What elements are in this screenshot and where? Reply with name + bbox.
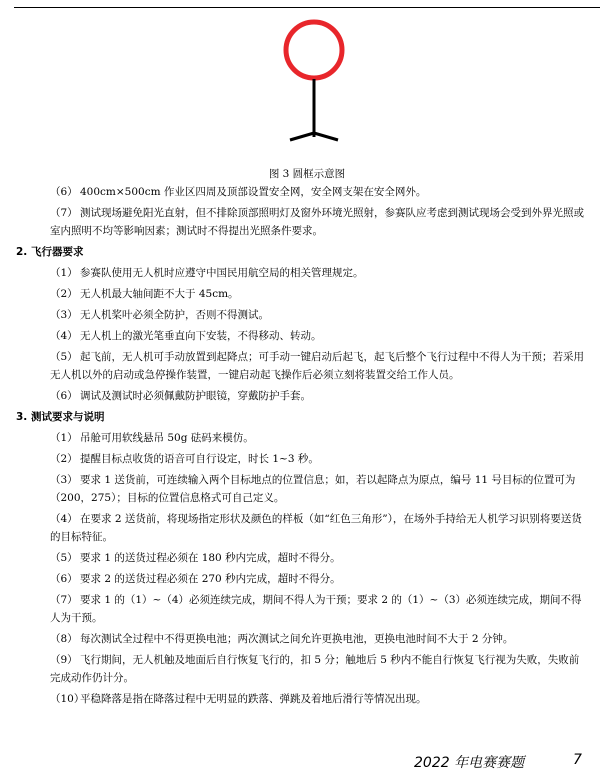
item-text: 参赛队使用无人机时应遵守中国民用航空局的相关管理规定。 — [80, 267, 364, 279]
item-text: 平稳降落是指在降落过程中无明显的跌落、弹跳及着地后滑行等情况出现。 — [80, 693, 427, 705]
list-item — [0, 429, 614, 447]
item-number: （6） — [50, 573, 78, 585]
item-text: 吊舱可用软线悬吊 50g 砝码来模仿。 — [80, 432, 254, 444]
list-item — [0, 264, 614, 282]
item-number: （9） — [50, 654, 78, 666]
base-leg-right — [314, 133, 338, 140]
page-footer — [0, 752, 614, 774]
list-item — [0, 183, 614, 201]
item-number: （10） — [50, 693, 85, 705]
section-heading-aircraft: 2. 飞行器要求 — [16, 246, 84, 258]
item-number: （1） — [50, 267, 78, 279]
circle-frame-diagram — [278, 16, 348, 144]
list-item — [0, 570, 614, 588]
list-item — [0, 327, 614, 345]
item-text: 提醒目标点收货的语音可自行设定，时长 1~3 秒。 — [80, 453, 319, 465]
list-item — [0, 471, 614, 507]
item-text: 在要求 2 送货前，将现场指定形状及颜色的样板（如“红色三角形”），在场外手持给无人机学习识别将要送货的目标特征。 — [50, 513, 582, 543]
item-text: 每次测试全过程中不得更换电池；两次测试之间允许更换电池，更换电池时间不大于 2 分钟。 — [80, 633, 514, 645]
red-circle-frame — [286, 22, 342, 78]
item-number: （2） — [50, 288, 78, 300]
list-item — [0, 690, 614, 708]
list-item — [0, 450, 614, 468]
item-number: （4） — [50, 330, 78, 342]
item-number: （5） — [50, 351, 78, 363]
item-text: 飞行期间，无人机触及地面后自行恢复飞行的，扣 5 分；触地后 5 秒内不能自行恢复飞行视为失败，失败前完成动作仍计分。 — [50, 654, 580, 684]
list-item — [0, 387, 614, 405]
item-number: （4） — [50, 513, 78, 525]
item-text: 要求 1 的（1）~（4）必须连续完成，期间不得人为干预；要求 2 的（1）~（3）必须连续完成，期间不得人为干预。 — [50, 594, 582, 624]
footer-title: 2022 年电赛赛题 — [414, 755, 525, 771]
item-text: 400cm×500cm 作业区四周及顶部设置安全网，安全网支架在安全网外。 — [80, 186, 427, 198]
item-text: 要求 1 的送货过程必须在 180 秒内完成，超时不得分。 — [80, 552, 341, 564]
list-item — [0, 204, 614, 240]
item-number: （3） — [50, 474, 78, 486]
item-number: （6） — [50, 390, 78, 402]
document-body — [0, 183, 614, 711]
list-item — [0, 549, 614, 567]
item-number: （6） — [50, 186, 78, 198]
figure-caption: 图 3 圆框示意图 — [268, 168, 346, 180]
list-item — [0, 510, 614, 546]
circle-frame-figure — [278, 16, 348, 148]
list-item — [0, 591, 614, 627]
item-text: 无人机桨叶必须全防护，否则不得测试。 — [80, 309, 269, 321]
list-item — [0, 651, 614, 687]
item-text: 无人机上的激光笔垂直向下安装，不得移动、转动。 — [80, 330, 322, 342]
section-heading-test: 3. 测试要求与说明 — [16, 411, 105, 423]
item-number: （3） — [50, 309, 78, 321]
item-text: 要求 2 的送货过程必须在 270 秒内完成，超时不得分。 — [80, 573, 341, 585]
item-number: （1） — [50, 432, 78, 444]
item-text: 起飞前，无人机可手动放置到起降点；可手动一键启动后起飞，起飞后整个飞行过程中不得人为干预；若采用无人机以外的启动或急停操作装置，一键启动起飞操作后必须立刻将装置交给工作人员。 — [50, 351, 584, 381]
item-text: 测试现场避免阳光直射，但不排除顶部照明灯及窗外环境光照射，参赛队应考虑到测试现场会受到外界光照或室内照明不均等影响因素；测试时不得提出光照条件要求。 — [50, 207, 584, 237]
item-number: （7） — [50, 594, 78, 606]
item-number: （7） — [50, 207, 78, 219]
page-number: 7 — [573, 752, 582, 768]
item-text: 要求 1 送货前，可连续输入两个目标地点的位置信息；如，若以起降点为原点，编号 11 号目标的位置可为（200，275）；目标的位置信息格式可自己定义。 — [50, 474, 576, 504]
item-number: （8） — [50, 633, 78, 645]
item-number: （5） — [50, 552, 78, 564]
list-item — [0, 630, 614, 648]
item-text: 无人机最大轴间距不大于 45cm。 — [80, 288, 239, 300]
item-text: 调试及测试时必须佩戴防护眼镜，穿戴防护手套。 — [80, 390, 311, 402]
top-rule — [14, 7, 600, 8]
base-leg-left — [290, 133, 314, 140]
item-number: （2） — [50, 453, 78, 465]
list-item — [0, 348, 614, 384]
list-item — [0, 285, 614, 303]
list-item — [0, 306, 614, 324]
